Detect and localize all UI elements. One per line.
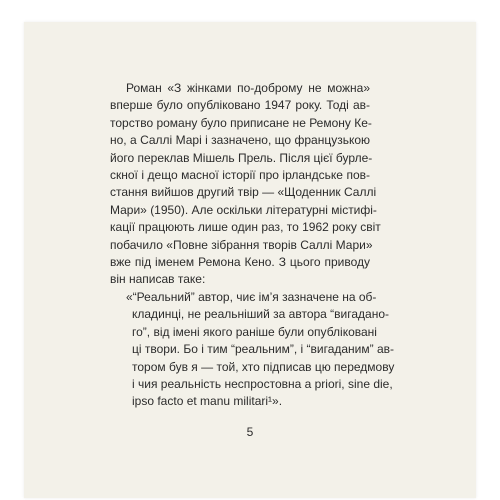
- text-line: но, а Саллі Марі і зазначено, що французькою: [110, 133, 370, 148]
- quote-line: кладинці, не реальніший за автора “вигадано-: [132, 307, 390, 322]
- page-number: 5: [246, 425, 254, 439]
- paragraph-intro: [110, 80, 381, 289]
- quote-line: ці твори. Бо і тим “реальним”, і “вигаданим” ав-: [132, 342, 395, 357]
- quote-line: го”, від імені якого раніше були опубліковані: [132, 324, 377, 339]
- text-line: кації працюють лише один раз, то 1962 року світ: [110, 220, 381, 235]
- text-line: Роман «З жінками по-доброму не можна»: [126, 81, 370, 95]
- block-quote: [110, 289, 395, 411]
- quote-line: «“Реальний” автор, чиє ім’я зазначене на об-: [126, 289, 377, 304]
- text-line: стання вийшов другий твір — «Щоденник Саллі: [110, 185, 377, 200]
- text-line: вперше було опубліковано 1947 року. Тоді ав-: [110, 98, 370, 113]
- text-line: його переклав Мішель Прель. Після цієї бурле-: [110, 150, 373, 165]
- text-line: Мари» (1950). Але оскільки літературні містифі-: [110, 202, 377, 217]
- body-text: [110, 80, 395, 411]
- quote-line: ipso facto et manu militari¹».: [132, 394, 283, 409]
- text-line: вже під іменем Ремона Кено. З цього приводу: [110, 255, 370, 270]
- quote-line: тором був я — той, хто підписав цю передмову: [132, 359, 395, 374]
- text-line: торство роману було приписане не Ремону Ке-: [110, 115, 372, 130]
- text-line: скної і дещо масної історії про ірландське пов-: [110, 168, 370, 183]
- quote-line: і чия реальність неспростовна a priori, sine die,: [132, 376, 393, 391]
- text-line: побачило «Повне зібрання творів Саллі Мари»: [110, 237, 373, 252]
- text-line: він написав таке:: [110, 272, 206, 287]
